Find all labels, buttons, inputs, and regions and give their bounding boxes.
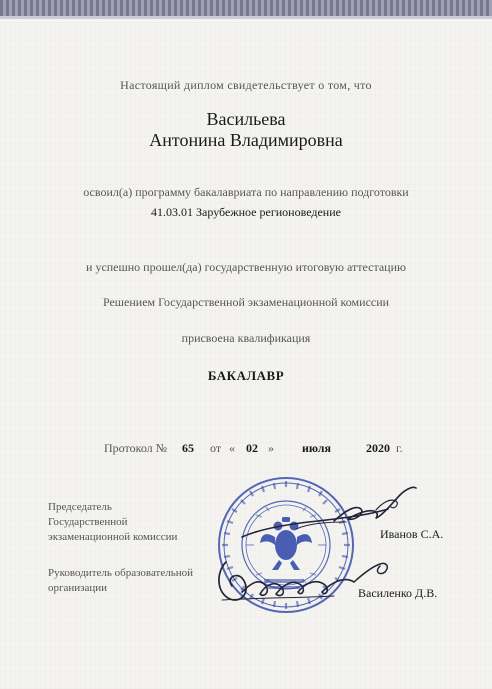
head-title-line1: Руководитель образовательной	[48, 567, 194, 579]
qualification-title: БАКАЛАВР	[207, 368, 285, 383]
chair-title-line1: Председатель	[48, 501, 112, 513]
protocol-line	[0, 441, 492, 457]
head-title-line2: организации	[48, 582, 108, 594]
protocol-month: июля	[302, 441, 332, 455]
program-code-name: 41.03.01 Зарубежное регионоведение	[151, 205, 341, 219]
round-official-seal-icon	[216, 475, 356, 615]
attestation-text: и успешно прошел(да) государственную итоговую аттестацию	[86, 260, 406, 274]
program-line: освоил(а) программу бакалавриата по направлению подготовки	[83, 185, 409, 199]
chair-title-line3: экзаменационной комиссии	[48, 531, 178, 543]
head-name: Василенко Д.В.	[358, 586, 438, 600]
quote-close: »	[268, 441, 274, 455]
commission-decision-text: Решением Государственной экзаменационной комиссии	[102, 295, 390, 309]
chair-title-line2: Государственной	[48, 516, 128, 528]
graduate-given-names: Антонина Владимировна	[149, 130, 343, 150]
protocol-from: от	[210, 441, 222, 455]
qualification-assigned-text: присвоена квалификация	[181, 331, 311, 345]
protocol-day: 02	[246, 441, 258, 455]
protocol-year: 2020	[366, 441, 390, 455]
chair-name: Иванов С.А.	[380, 527, 444, 541]
quote-open: «	[229, 441, 235, 455]
graduate-surname: Васильева	[206, 109, 286, 129]
protocol-number: 65	[182, 441, 194, 455]
intro-text: Настоящий диплом свидетельствует о том, что	[120, 78, 372, 92]
protocol-year-suffix: г.	[396, 441, 403, 455]
decorative-top-border	[0, 0, 492, 16]
protocol-label: Протокол №	[104, 441, 168, 455]
